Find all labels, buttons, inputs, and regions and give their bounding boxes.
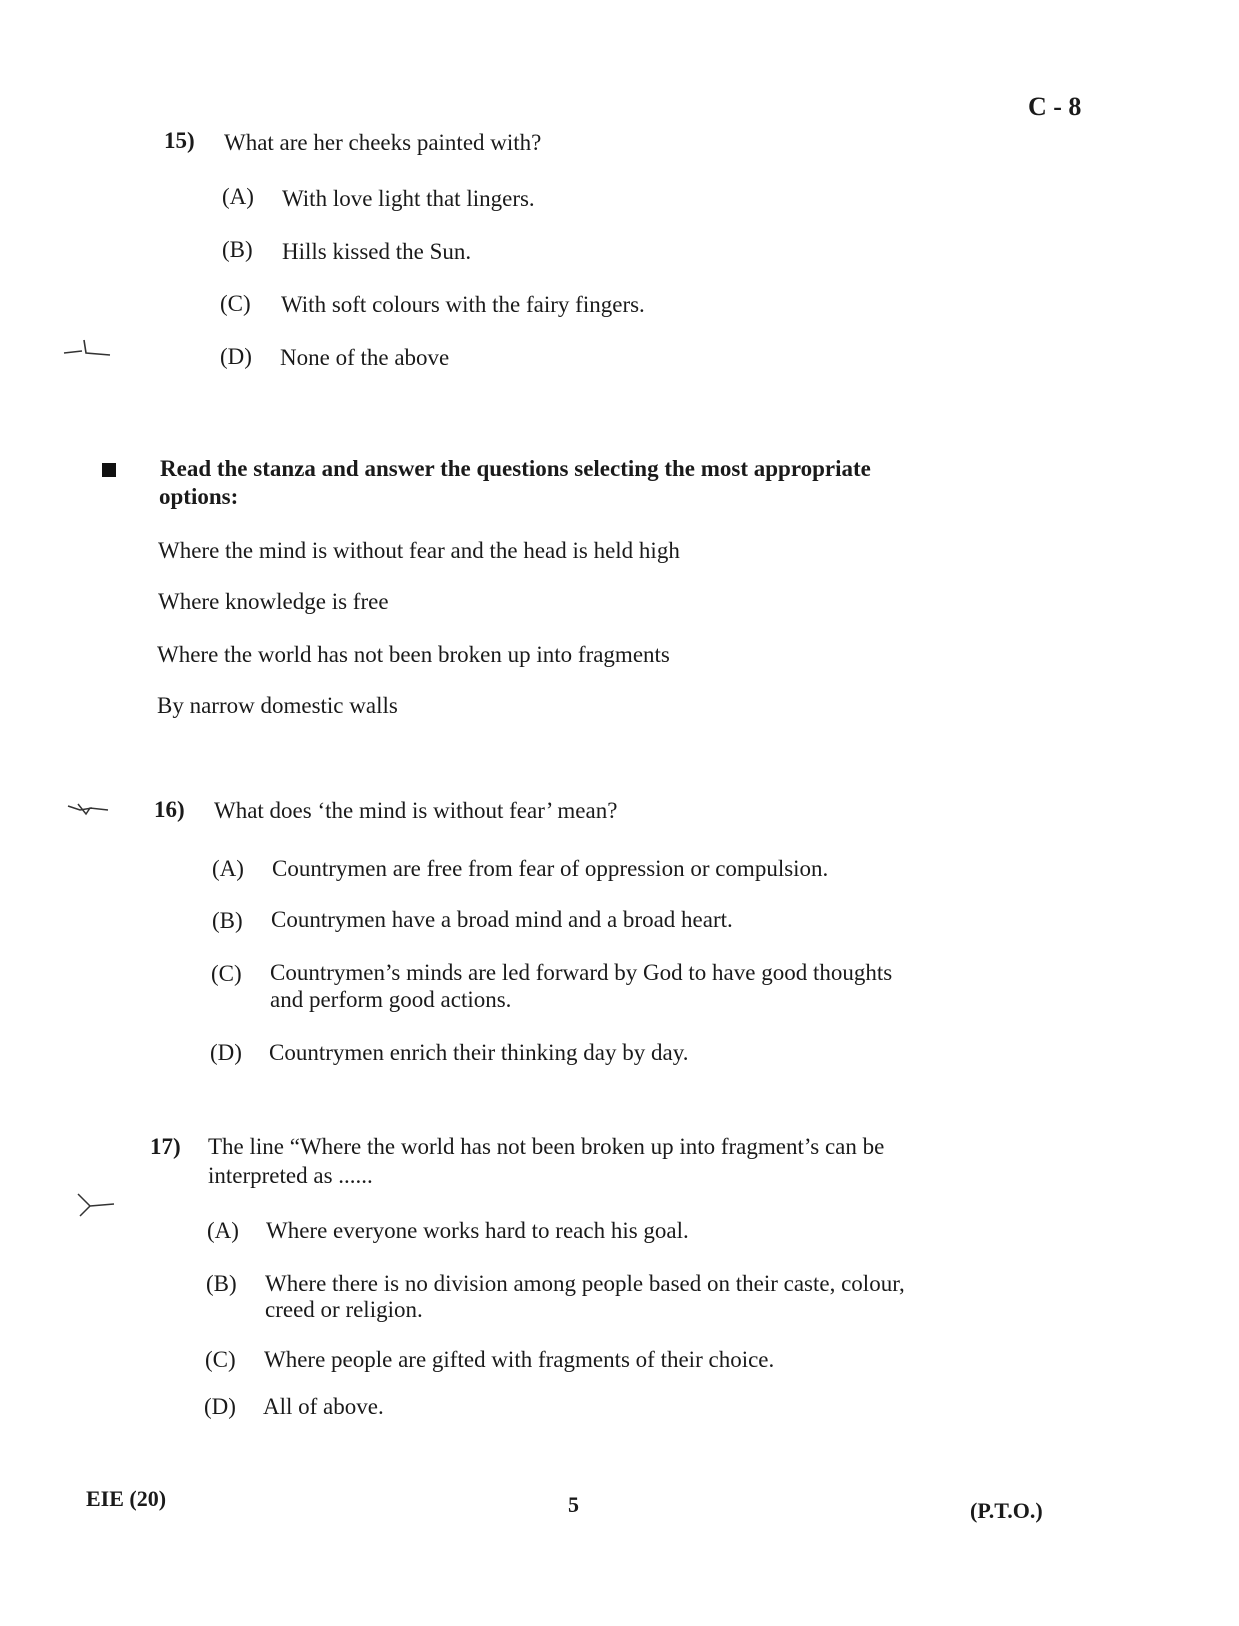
margin-tick-mark-icon xyxy=(60,335,115,365)
question-15-text: What are her cheeks painted with? xyxy=(224,130,542,155)
section-heading-line1: Read the stanza and answer the questions selecting the most appropriate xyxy=(160,456,871,481)
page-code: C - 8 xyxy=(1028,92,1082,121)
margin-arrow-mark-icon xyxy=(64,800,114,822)
q16-option-b-letter: (B) xyxy=(212,908,243,933)
question-17-text-line1: The line “Where the world has not been broken up into fragment’s can be xyxy=(208,1134,885,1159)
footer-page-number: 5 xyxy=(568,1492,579,1517)
q17-option-b-text: Where there is no division among people based on their caste, colour, xyxy=(265,1271,905,1296)
q16-option-c-letter: (C) xyxy=(211,961,242,986)
q17-option-d-letter: (D) xyxy=(204,1394,236,1419)
q15-option-a-letter: (A) xyxy=(222,184,254,209)
q17-option-c-letter: (C) xyxy=(205,1347,236,1372)
q17-option-a-letter: (A) xyxy=(207,1218,239,1243)
q15-option-b-letter: (B) xyxy=(222,237,253,262)
q15-option-b-text: Hills kissed the Sun. xyxy=(282,239,472,264)
footer-pto: (P.T.O.) xyxy=(970,1498,1043,1523)
q16-option-d-text: Countrymen enrich their thinking day by day. xyxy=(269,1040,689,1065)
stanza-line-2: Where knowledge is free xyxy=(158,589,389,614)
question-16-number: 16) xyxy=(154,797,185,822)
question-17-text-line2: interpreted as ...... xyxy=(208,1163,373,1188)
square-bullet-icon xyxy=(102,463,116,477)
q17-option-b-letter: (B) xyxy=(206,1271,237,1296)
q15-option-a-text: With love light that lingers. xyxy=(282,186,535,211)
q16-option-c-text: Countrymen’s minds are led forward by God to have good thoughts xyxy=(270,960,893,985)
q17-option-b-text-line2: creed or religion. xyxy=(265,1297,423,1322)
question-16-text: What does ‘the mind is without fear’ mean? xyxy=(214,798,618,823)
q16-option-c-text-line2: and perform good actions. xyxy=(270,987,512,1012)
q17-option-c-text: Where people are gifted with fragments of their choice. xyxy=(264,1347,775,1372)
stanza-line-3: Where the world has not been broken up into fragments xyxy=(157,642,670,667)
footer-exam-code: EIE (20) xyxy=(86,1486,167,1511)
q17-option-d-text: All of above. xyxy=(263,1394,384,1419)
q17-option-a-text: Where everyone works hard to reach his goal. xyxy=(266,1218,689,1243)
q16-option-b-text: Countrymen have a broad mind and a broad heart. xyxy=(271,907,733,932)
q15-option-d-letter: (D) xyxy=(220,344,252,369)
question-15-number: 15) xyxy=(164,128,195,153)
q16-option-a-letter: (A) xyxy=(212,856,244,881)
q15-option-d-text: None of the above xyxy=(280,345,450,370)
section-heading-line2: options: xyxy=(159,484,239,509)
q15-option-c-letter: (C) xyxy=(220,291,251,316)
question-17-number: 17) xyxy=(150,1134,181,1159)
q15-option-c-text: With soft colours with the fairy fingers. xyxy=(281,292,645,317)
q16-option-a-text: Countrymen are free from fear of oppression or compulsion. xyxy=(272,856,829,881)
q16-option-d-letter: (D) xyxy=(210,1040,242,1065)
margin-star-mark-icon xyxy=(72,1190,120,1220)
stanza-line-4: By narrow domestic walls xyxy=(157,693,398,718)
stanza-line-1: Where the mind is without fear and the head is held high xyxy=(158,538,680,563)
